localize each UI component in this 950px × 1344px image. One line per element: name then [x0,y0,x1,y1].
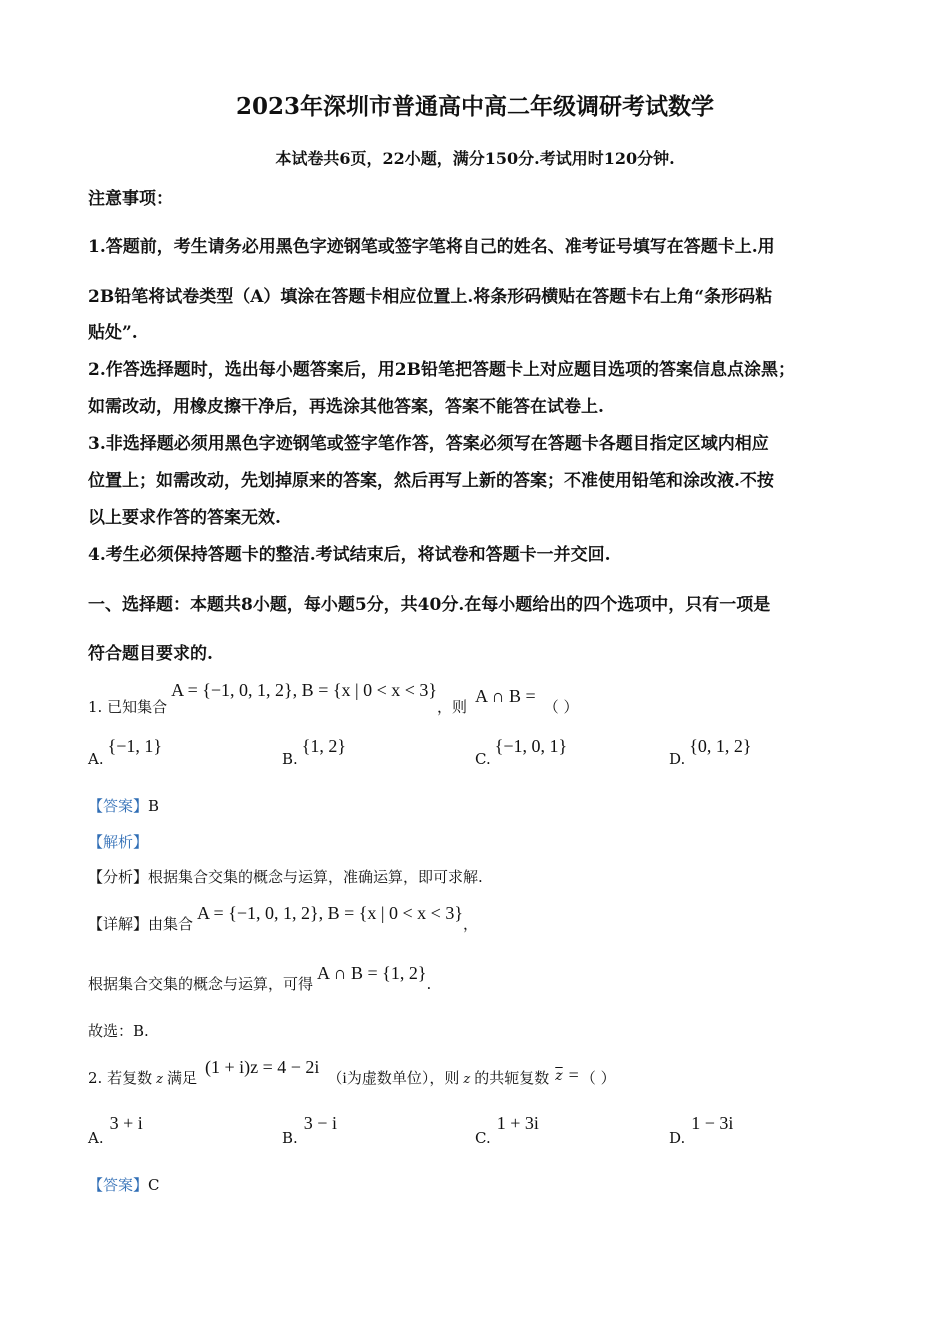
q2-note-close: 为虚数单位），则 [346,1069,460,1087]
answer-value: B [148,797,160,815]
q1-option-b [282,736,347,769]
q2-eq-sign: = [568,1065,579,1085]
option-value: 3 − i [303,1113,337,1133]
detail-tag: 【详解】 [88,915,149,933]
notice-line: 2B铅笔将试卷类型（A）填涂在答题卡相应位置上.将条形码横贴在答题卡右上角“条形码粘 [88,287,773,307]
option-value: 1 − 3i [691,1113,734,1133]
notice-line: 位置上；如需改动，先划掉原来的答案，然后再写上新的答案；不准使用铅笔和涂改液.不按 [88,471,774,491]
q2-option-c [475,1113,539,1148]
q1-option-c [475,736,568,769]
q1-option-a [88,736,163,769]
option-label: B. [282,750,298,768]
q1-prefix: 1. 已知集合 [88,698,168,716]
answer-value: C [148,1176,160,1194]
q2-equation: (1 + i)z = 4 − 2i [204,1057,320,1077]
q1-conclusion: 故选：B. [88,1022,149,1040]
detail-formula: A = {−1, 0, 1, 2}, B = {x | 0 < x < 3} [197,903,463,923]
q2-imag-unit: i [342,1070,347,1087]
notice-heading: 注意事项： [88,189,173,209]
q2-cond: 满足 [166,1069,197,1087]
q2-option-d [669,1113,734,1148]
option-value: {0, 1, 2} [689,736,752,756]
q2-zbar: $\overline{z}$ [555,1068,563,1084]
notice-line: 4.考生必须保持答题卡的整洁.考试结束后，将试卷和答题卡一并交回. [88,545,611,565]
detail-prefix: 由集合 [148,915,194,933]
question-1 [88,680,579,717]
q1-fenxi [88,866,483,887]
answer-tag: 【答案】 [88,1176,149,1194]
notice-line: 贴处”. [88,323,138,343]
q2-note-open: （ [327,1069,343,1087]
fenxi-tag: 【分析】 [88,868,149,886]
option-label: A. [88,1129,104,1147]
q1-answer [88,795,159,816]
option-value: {−1, 1} [107,736,163,756]
option-label: D. [669,750,686,768]
option-label: C. [475,750,491,768]
q2-prefix: 2. 若复数 [88,1069,153,1087]
answer-tag: 【答案】 [88,797,149,815]
detail-suffix: ， [462,915,478,933]
option-value: {−1, 0, 1} [494,736,568,756]
q2-option-a [88,1113,143,1148]
option-label: B. [282,1129,298,1147]
q1-sets-formula: A = {−1, 0, 1, 2}, B = {x | 0 < x < 3} [171,680,438,700]
section-heading-cont: 符合题目要求的. [88,644,213,664]
q2-var-z: z [463,1072,471,1087]
q2-option-b [282,1113,337,1148]
derive-end: . [426,975,432,993]
notice-line: 如需改动，用橡皮擦干净后，再选涂其他答案，答案不能答在试卷上. [88,397,604,417]
q1-analysis-heading [88,831,148,852]
option-value: 3 + i [109,1113,143,1133]
q1-intersection-formula: A ∩ B = [475,686,536,706]
exam-info: 本试卷共6页，22小题，满分150分.考试用时120分钟. [275,149,675,168]
notice-line: 以上要求作答的答案无效. [88,508,281,528]
section-heading: 一、选择题：本题共8小题，每小题5分，共40分.在每小题给出的四个选项中，只有一项是 [88,595,771,615]
notice-line: 1.答题前，考生请务必用黑色字迹钢笔或签字笔将自己的姓名、准考证号填写在答题卡上.用 [88,237,775,257]
page-title: 2023年深圳市普通高中高二年级调研考试数学 [235,93,714,120]
fenxi-text: 根据集合交集的概念与运算，准确运算，即可求解. [148,868,483,886]
q2-var-z: z [156,1072,163,1087]
option-label: C. [475,1129,491,1147]
question-2 [88,1057,616,1088]
notice-line: 3.非选择题必须用黑色字迹钢笔或签字笔作答，答案必须写在答题卡各题目指定区域内相应 [88,434,769,454]
option-label: A. [88,750,104,768]
analysis-tag: 【解析】 [88,833,149,851]
q2-answer [88,1174,160,1195]
derive-formula: A ∩ B = {1, 2} [317,963,427,983]
q2-conj-text: 的共轭复数 [474,1069,550,1087]
option-label: D. [669,1129,686,1147]
q1-paren: （ ） [543,698,579,716]
q1-option-d [669,736,752,769]
q1-derivation [88,963,432,994]
q1-mid: ，则 [437,698,468,716]
q1-detail [88,903,478,934]
option-value: 1 + 3i [496,1113,539,1133]
q2-paren: （ ） [580,1069,616,1087]
derive-text: 根据集合交集的概念与运算，可得 [88,975,314,993]
option-value: {1, 2} [301,736,347,756]
notice-line: 2.作答选择题时，选出每小题答案后，用2B铅笔把答题卡上对应题目选项的答案信息点涂黑； [88,360,795,380]
